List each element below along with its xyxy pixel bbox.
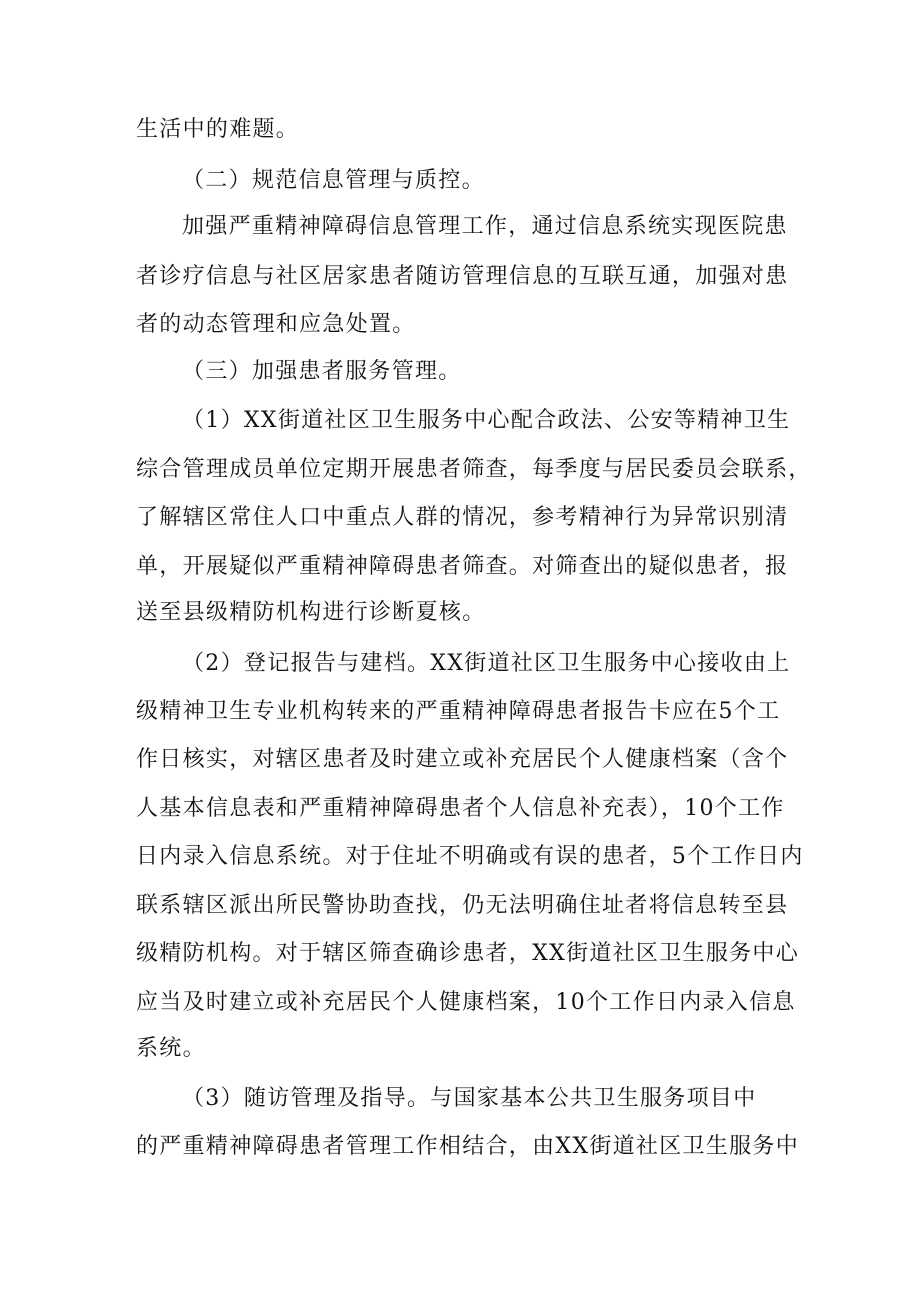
text-line: 了解辖区常住人口中重点人群的情况，参考精神行为异常识别清 <box>136 505 789 530</box>
text-line: （2）登记报告与建档。XX街道社区卫生服务中心接收由上 <box>182 651 791 676</box>
text-line: 应当及时建立或补充居民个人健康档案，10个工作日内录入信息 <box>136 990 796 1015</box>
text-line: （1）XX街道社区卫生服务中心配合政法、公安等精神卫生 <box>182 408 791 433</box>
section-heading: （二）规范信息管理与质控。 <box>182 168 485 193</box>
section-heading: （三）加强患者服务管理。 <box>182 359 462 384</box>
text-line: 者的动态管理和应急处置。 <box>136 312 416 337</box>
text-line: 联系辖区派出所民警协助查找，仍无法明确住址者将信息转至县 <box>136 893 789 918</box>
text-line: 系统。 <box>136 1036 206 1061</box>
text-line: 生活中的难题。 <box>136 117 300 142</box>
text-line: 单，开展疑似严重精神障碍患者筛查。对筛查出的疑似患者，报 <box>136 554 789 579</box>
text-line: 加强严重精神障碍信息管理工作，通过信息系统实现医院患 <box>182 214 788 239</box>
text-line: 作日核实，对辖区患者及时建立或补充居民个人健康档案（含个 <box>136 747 789 772</box>
text-line: 级精防机构。对于辖区筛查确诊患者，XX街道社区卫生服务中心 <box>136 941 800 966</box>
text-line: 送至县级精防机构进行诊断夏核。 <box>136 600 486 625</box>
text-line: 综合管理成员单位定期开展患者筛查，每季度与居民委员会联系， <box>136 457 812 482</box>
text-line: 级精神卫生专业机构转来的严重精神障碍患者报告卡应在5个工 <box>136 699 781 724</box>
text-line: 者诊疗信息与社区居家患者随访管理信息的互联互通，加强对患 <box>136 264 789 289</box>
text-line: 日内录入信息系统。对于住址不明确或有误的患者，5个工作日内 <box>136 844 804 869</box>
text-line: （3）随访管理及指导。与国家基本公共卫生服务项目中 <box>182 1086 757 1111</box>
text-line: 的严重精神障碍患者管理工作相结合，由XX街道社区卫生服务中 <box>136 1134 800 1159</box>
text-line: 人基本信息表和严重精神障碍患者个人信息补充表），10个工作 <box>136 796 785 821</box>
